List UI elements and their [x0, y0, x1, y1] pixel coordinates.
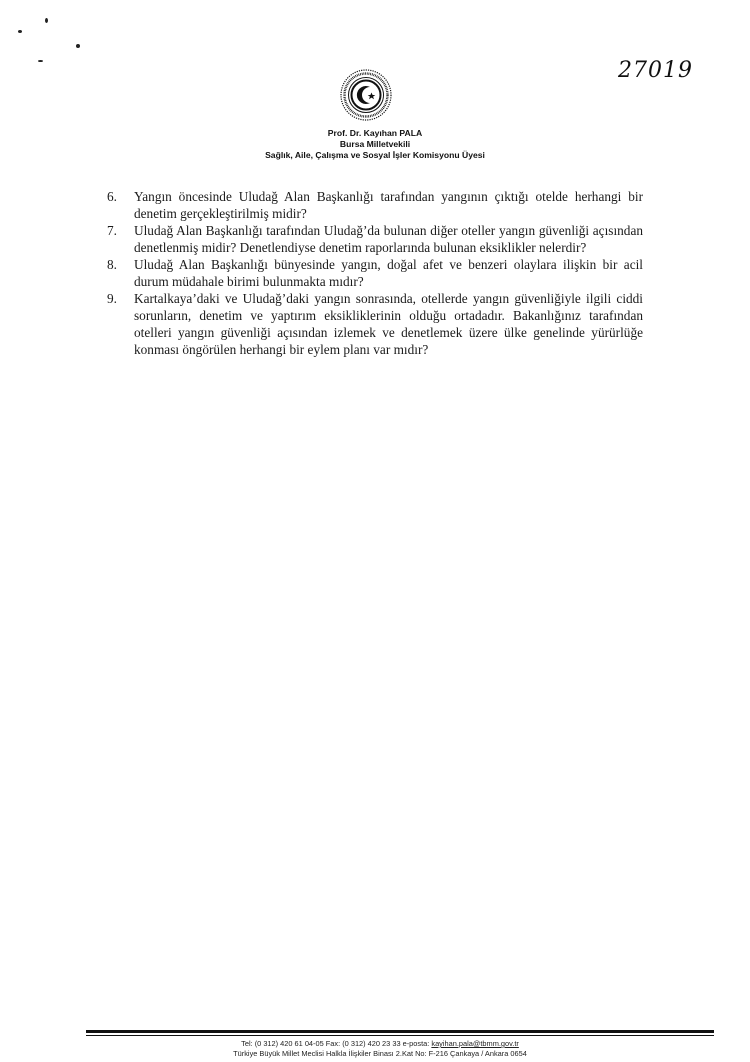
tbmm-seal-icon	[339, 68, 393, 122]
question-text: Kartalkaya’daki ve Uludağ’daki yangın sonrasında, otellerde yangın güvenliğiyle ilgili ciddi sorunların, denetim ve yaptırım eksikliklerinin olduğu ortadadır. Bakanlığınız tarafından otelleri yangın güvenliği açısından izlemek ve denetlemek üzere ülke genelinde yürürlüğe konması öngörülen herhangi bir eylem planı var mıdır?	[134, 291, 643, 357]
question-text: Yangın öncesinde Uludağ Alan Başkanlığı tarafından yangının çıktığı otelde herhangi bir denetim gerçekleştirilmiş midir?	[134, 189, 643, 221]
document-number: 27019	[618, 58, 693, 83]
question-number: 6.	[107, 189, 117, 204]
address-line: Türkiye Büyük Millet Meclisi Halkla İlişkiler Binası 2.Kat No: F-216 Çankaya / Ankara 0654	[233, 1049, 527, 1058]
question-item	[98, 256, 643, 290]
question-number: 8.	[107, 257, 117, 272]
footer-contact	[140, 1039, 620, 1059]
contact-line	[140, 1039, 620, 1049]
email-link[interactable]: kayihan.pala@tbmm.gov.tr	[431, 1039, 519, 1048]
contact-phone-fax: Tel: (0 312) 420 61 04-05 Fax: (0 312) 420 23 33 e-posta:	[241, 1039, 432, 1048]
footer-divider-thin	[86, 1035, 714, 1036]
scan-speck	[76, 44, 80, 48]
footer-divider	[86, 1030, 714, 1033]
deputy-name: Prof. Dr. Kayıhan PALA	[327, 128, 423, 138]
scan-speck	[38, 60, 43, 62]
scan-speck	[18, 30, 22, 33]
question-number: 7.	[107, 223, 117, 238]
scan-speck	[45, 18, 48, 23]
question-text: Uludağ Alan Başkanlığı bünyesinde yangın, doğal afet ve benzeri olaylara ilişkin bir acil durum müdahale birimi bulunmakta mıdır?	[134, 257, 643, 289]
question-list	[98, 188, 643, 358]
question-item	[98, 222, 643, 256]
deputy-header	[200, 128, 550, 161]
question-number: 9.	[107, 291, 117, 306]
committee-membership: Sağlık, Aile, Çalışma ve Sosyal İşler Komisyonu Üyesi	[265, 150, 485, 160]
question-text: Uludağ Alan Başkanlığı tarafından Uludağ’da bulunan diğer oteller yangın güvenliği açısından denetlenmiş midir? Denetlendiyse denetim raporlarında bulunan eksiklikler nelerdir?	[134, 223, 643, 255]
question-item	[98, 290, 643, 358]
deputy-title: Bursa Milletvekili	[339, 139, 411, 149]
question-item	[98, 188, 643, 222]
